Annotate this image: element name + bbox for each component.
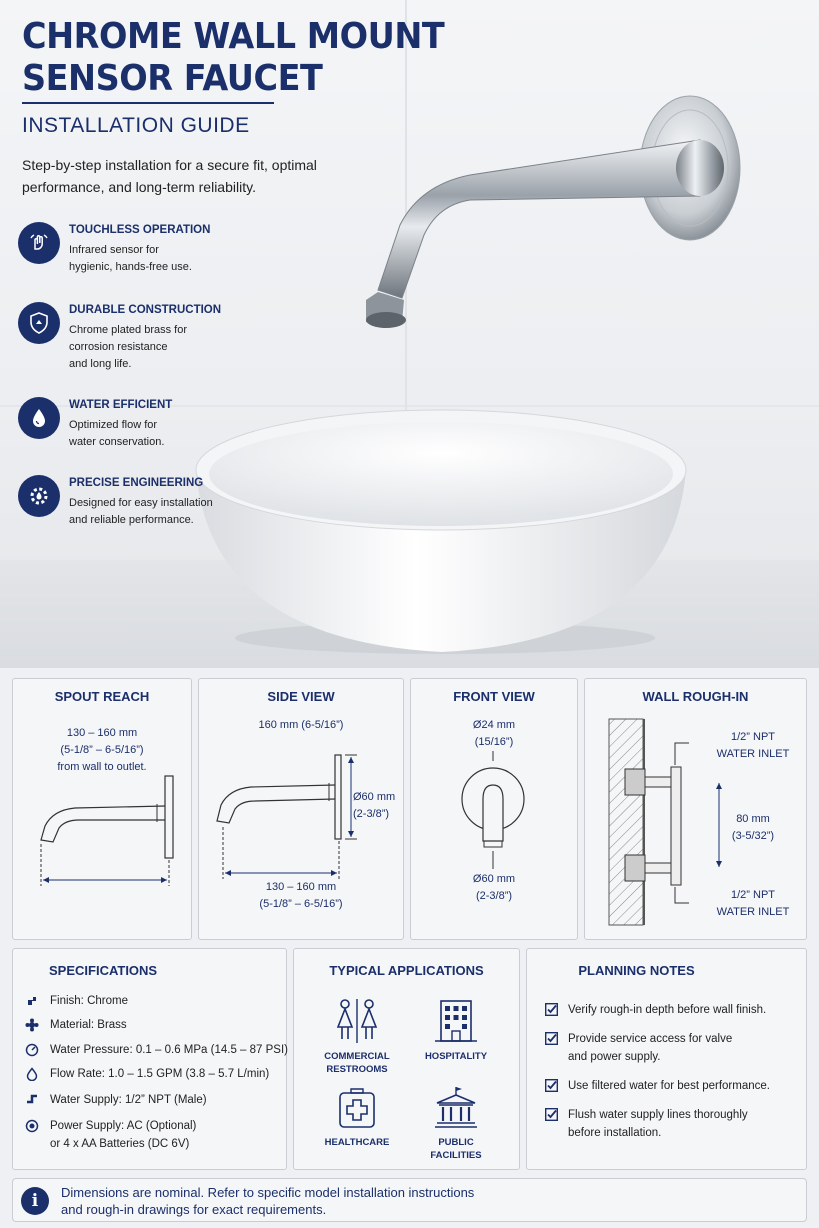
checkbox-checked-icon: [545, 1032, 558, 1045]
public-building-icon: [431, 1085, 481, 1131]
finish-icon: [25, 994, 39, 1008]
gear-drop-icon: [18, 475, 60, 517]
medical-icon: [332, 1087, 382, 1131]
flow-icon: [25, 1067, 39, 1081]
side-view-diameter: Ø60 mm (2-3/8”): [353, 791, 396, 820]
spout-reach-text: 130 – 160 mm (5-1/8” – 6-5/16”) from wall to outlet.: [57, 727, 147, 773]
page-subtitle: INSTALLATION GUIDE: [22, 114, 250, 137]
top-inlet-label: 1/2” NPT WATER INLET: [716, 731, 790, 760]
panel-title: TYPICAL APPLICATIONS: [329, 963, 484, 978]
pipe-icon: [25, 1093, 39, 1107]
front-view-panel: [410, 678, 578, 940]
application-commercial-restrooms: [307, 997, 407, 1076]
feature-desc: Optimized flow for water conservation.: [69, 419, 165, 448]
wall-rough-in-panel: [584, 678, 807, 940]
spec-text: Power Supply: AC (Optional) or 4 x AA Batteries (DC 6V): [50, 1120, 197, 1150]
application-label: PUBLIC FACILITIES: [430, 1137, 482, 1161]
panel-title: SPOUT REACH: [54, 689, 150, 704]
planning-note-text: Flush water supply lines thoroughly before installation.: [568, 1109, 748, 1139]
checkbox-checked-icon: [545, 1003, 558, 1016]
application-public-facilities: [406, 1085, 506, 1162]
info-icon: i: [21, 1187, 49, 1215]
spec-text: Material: Brass: [50, 1019, 127, 1031]
checkbox-checked-icon: [545, 1079, 558, 1092]
specifications-panel: [12, 948, 287, 1170]
front-view-top-dimension: Ø24 mm (15/16”): [472, 719, 516, 748]
water-drop-icon: [18, 397, 60, 439]
feature-title: WATER EFFICIENT: [69, 399, 173, 411]
planning-notes-panel: [526, 948, 807, 1170]
planning-note-text: Provide service access for valve and power supply.: [568, 1033, 733, 1063]
feature-title: PRECISE ENGINEERING: [69, 477, 204, 489]
bottom-inlet-label: 1/2” NPT WATER INLET: [716, 889, 790, 918]
shield-icon: [18, 302, 60, 344]
feature-title: DURABLE CONSTRUCTION: [69, 304, 222, 316]
title-line-1: CHROME WALL MOUNT: [22, 16, 445, 57]
spec-text: Water Pressure: 0.1 – 0.6 MPa (14.5 – 87 PSI): [50, 1044, 288, 1056]
title-divider: [22, 102, 274, 104]
applications-panel: [293, 948, 520, 1170]
side-view-panel: [198, 678, 404, 940]
application-label: HEALTHCARE: [324, 1137, 390, 1148]
application-healthcare: [307, 1087, 407, 1149]
footer-text: Dimensions are nominal. Refer to specific model installation instructions and rough-in drawings for exact requirements.: [61, 1185, 475, 1217]
spout-reach-panel: [12, 678, 192, 940]
page-title: [22, 16, 444, 100]
spec-text: Water Supply: 1/2” NPT (Male): [50, 1094, 207, 1106]
panel-title: PLANNING NOTES: [578, 963, 695, 978]
side-view-top-dimension: 160 mm (6-5/16”): [258, 719, 344, 731]
spout-reach-drawing: [23, 774, 183, 894]
panel-title: SPECIFICATIONS: [49, 963, 158, 978]
intro-text: Step-by-step installation for a secure fit, optimal performance, and long-term reliability.: [22, 157, 317, 195]
planning-note-text: Verify rough-in depth before wall finish.: [568, 1004, 767, 1016]
planning-note-text: Use filtered water for best performance.: [568, 1080, 770, 1092]
material-icon: [25, 1018, 39, 1032]
panel-title: SIDE VIEW: [267, 689, 335, 704]
spec-text: Flow Rate: 1.0 – 1.5 GPM (3.8 – 5.7 L/min): [50, 1068, 270, 1080]
gauge-icon: [25, 1043, 39, 1057]
title-line-2: SENSOR FAUCET: [22, 58, 323, 99]
checkbox-checked-icon: [545, 1108, 558, 1121]
restroom-icon: [332, 997, 382, 1045]
application-hospitality: [406, 997, 506, 1063]
feature-title: TOUCHLESS OPERATION: [69, 224, 211, 236]
touchless-hand-icon: [18, 222, 60, 264]
footer-note: [12, 1178, 807, 1222]
application-label: HOSPITALITY: [424, 1051, 488, 1062]
panel-title: WALL ROUGH-IN: [642, 689, 749, 704]
application-label: COMMERCIAL RESTROOMS: [324, 1051, 390, 1075]
feature-desc: Designed for easy installation and reliable performance.: [69, 497, 213, 526]
front-view-bottom-dimension: Ø60 mm (2-3/8”): [472, 873, 516, 902]
power-icon: [25, 1119, 39, 1133]
feature-desc: Chrome plated brass for corrosion resistance and long life.: [69, 324, 187, 370]
feature-desc: Infrared sensor for hygienic, hands-free use.: [69, 244, 192, 273]
hotel-icon: [431, 997, 481, 1045]
spec-text: Finish: Chrome: [50, 995, 128, 1007]
panel-title: FRONT VIEW: [453, 689, 535, 704]
side-view-bottom-dimension: 130 – 160 mm (5-1/8” – 6-5/16”): [259, 881, 343, 910]
front-view-drawing: [441, 751, 551, 871]
inlet-spacing-dimension: 80 mm (3-5/32”): [731, 813, 775, 842]
